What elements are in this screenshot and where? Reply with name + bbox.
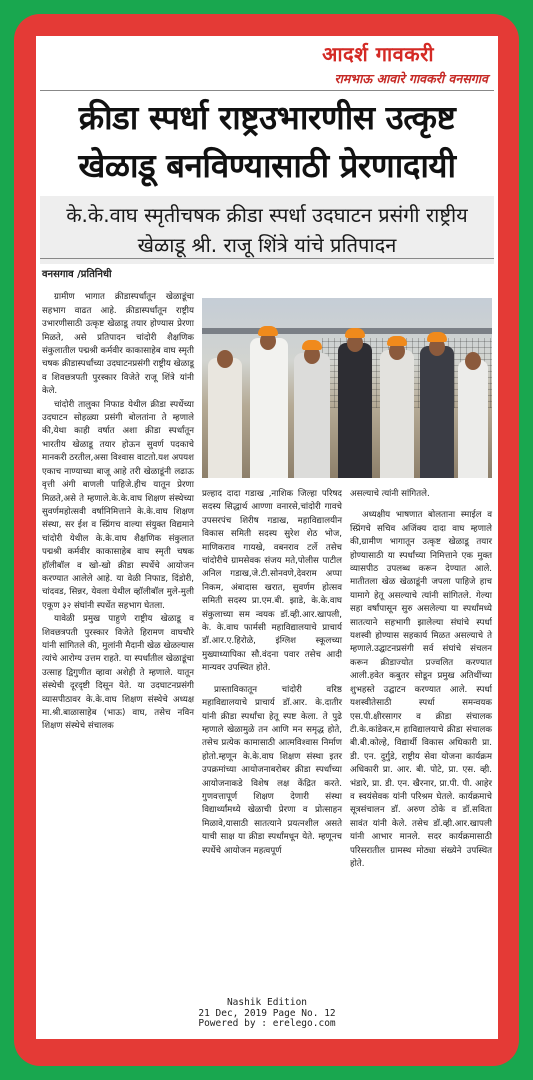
reporter-byline: रामभाऊ आवारे गावकरी वनसगाव bbox=[334, 71, 488, 86]
paragraph: असल्याचे त्यांनी सांगितले. bbox=[350, 489, 430, 499]
headline: क्रीडा स्पर्धा राष्ट्रउभारणीस उत्कृष्ट खेळाडू बनविण्यासाठी प्रेरणादायी bbox=[78, 98, 456, 185]
newspaper-clipping bbox=[36, 36, 498, 1039]
paragraph: चांदोरी तालुका निफाड येथील क्रीडा स्पर्धेच्या उदघाटन सोहळ्या प्रसंगी बोलतांना ते म्हणाले की,येथा काही वर्षात अशा क्रीडा स्पर्धांतून भारतीय खेळाडू तयार होऊन सुवर्ण पदकाचे मानकरी ठरतील,असा विश्वास वाटतो.यश अपयश एकाच नाण्याच्या बाजू आहे तरी खेळाडूंनी लढाऊ वृत्ती अंगी बाणली पाहिजे.हीच यातून प्रेरणा मिळते,असे ते म्हणाले.के.के.वाघ शिक्षण संस्थेच्या सुवर्णमहोत्सवी वर्षानिमित्ताने के.के.वाघ शिक्षण संस्था, सर ईश व स्प्रिंगच वाल्या संयुक्त विद्यमाने चांदोरी येथील के.के.वाघ शैक्षणिक संकुलात पद्मश्री कर्मवीर काकासाहेब वाघ स्मृती चषक हॉलीबॉल व खो-खो क्रीडा स्पर्धेचे आयोजन करण्यात आलेले आहे. या वेळी निफाड, दिंडोरी, चांदवड, सिन्नर, येवला येथील व्हॉलीबॉल मुले-मुली एकूण ३२ संघांनी स्पर्धेत सहभाग घेतला. bbox=[42, 399, 194, 611]
paragraph: ग्रामीण भागात क्रीडास्पर्धांतून खेळाडूंचा सहभाग वाढत आहे. क्रीडास्पर्धांतून राष्ट्रीय उभारणीसाठी उत्कृष्ट खेळाडू तयार होण्यास प्रेरणा मिळते, असे प्रतिपादन चांदोरी शैक्षणिक संकुलातील पद्मश्री कर्मवीर काकासाहेब वाघ स्मृती चषक क्रीडास्पर्धांच्या उदघाटनप्रसंगी राष्ट्रीय खेळाडू व शिवछत्रपती पुरस्कार विजेते राजू शिंत्रे यांनी केले. bbox=[42, 292, 194, 397]
dateline: वनसगाव /प्रतिनिधी bbox=[42, 269, 112, 280]
masthead-logo: आदर्श गावकरी bbox=[322, 42, 434, 66]
paragraph: प्रास्ताविकातून चांदोरी वरिष्ठ महाविद्यालयाचे प्राचार्य डॉ.आर. के.दातीर यांनी क्रीडा स्पर्धांचा हेतू स्पष्ट केला. ते पुढे म्हणाले खेळामुळे तन आणि मन समृद्ध होते, तसेच प्रत्येक कामासाठी आत्मविश्वास निर्माण होतो.म्हणून के.के.वाघ शिक्षण संस्था इतर उपक्रमांच्या आयोजनाबरोबर क्रीडा स्पर्धांच्या आयोजनाकडे विशेष लक्ष केंद्रित करते. गुणवत्तापूर्ण शिक्षण देणारी संस्था विद्यार्थ्यांमध्ये खेळाची प्रेरणा व प्रोत्साहन मिळावे,यासाठी सातत्याने प्रयत्नशील असते याची साक्ष या क्रीडा स्पर्धांमधून येते. म्हणूनच स्पर्धेचे आयोजन महत्वपूर्ण bbox=[202, 684, 342, 856]
article-column-3 bbox=[350, 488, 492, 993]
paragraph: प्रल्हाद दादा गडाख ,नाशिक जिल्हा परिषद सदस्य सिद्धार्थ आण्णा वनारसे,चांदोरी गावचे उपसरपंच शिरीष गडाख, महाविद्यालयीन विकास समिती सदस्य सुरेश शेठ भोज, माणिकराव गायखे, वबनराव टर्ले तसेच चांदोरीचे ग्रामसेवक संजय मते,पोलीस पाटील अनिल गडाख,जे.टी.सोनवणे,देवराम अप्पा निकम, अंबादास खरात, सुवर्णम होत्सव समिती सदस्य प्रा.एम.बी. झाडे, के.के.वाघ संकुलाच्या सम न्वयक डॉ.व्ही.आर.खापली, के. के.वाघ फार्मसी महाविद्यालयाचे प्राचार्य डॉ.आर.ए.हिरोळे, इंग्लिश स्कूलच्या मुख्याध्यापिका सौ.वंदना पवार तसेच आदी मान्यवर उपस्थित होते. bbox=[202, 489, 342, 674]
divider bbox=[40, 258, 494, 259]
edition-name: Nashik Edition bbox=[226, 997, 308, 1008]
edition-footer bbox=[36, 998, 498, 1030]
divider bbox=[40, 90, 494, 91]
powered-by: Powered by : erelego.com bbox=[198, 1018, 336, 1029]
article-column-1 bbox=[42, 268, 194, 988]
edition-date-page: 21 Dec, 2019 Page No. 12 bbox=[198, 1007, 336, 1019]
article-column-2 bbox=[202, 488, 342, 993]
paragraph: यावेळी प्रमुख पाहुणे राष्ट्रीय खेळाडू व शिवछत्रपती पुरस्कार विजेते हिरामण वाघचौरे यांनी सांगितले की, मुलांनी मैदानी खेळ खेळल्यास त्यांचे आरोग्य उत्तम राहते. या स्पर्धांतील खेळाडूंचा उत्साह द्विगुणीत व्हावा अशेही ते म्हणाले. यातून संस्थेची दूरदृष्टी दिसून येते. या उदघाटनप्रसंगी व्यासपीठावर के.के.वाघ शिक्षण संस्थेचे अध्यक्ष मा.श्री.बाळासाहेब (भाऊ) वाघ, तसेच नविन शिक्षण संस्थेचे संचालक bbox=[42, 614, 194, 732]
subheadline: के.के.वाघ स्मृतीचषक क्रीडा स्पर्धा उदघाटन प्रसंगी राष्ट्रीय खेळाडू श्री. राजू शिंत्रे यांचे प्रतिपादन bbox=[40, 196, 494, 264]
event-photo bbox=[202, 298, 492, 478]
paragraph: अध्यक्षीय भाषणात बोलताना स्माईल व स्प्रिंगचे सचिव अजिंक्य दादा वाघ म्हणाले की,ग्रामीण भागातून उत्कृष्ट खेळाडू तयार होण्यासाठी या स्पर्धांच्या निमित्ताने एक मुक्त व्यासपीठ उपलब्ध करून देण्यात आले. मातीतला खेळ खेळाडूंनी जपला पाहिजे हाच यामागे हेतू असल्याचे त्यांनी सांगितले. गेल्या सहा वर्षांपासून सुरु असलेल्या या स्पर्धांमध्ये सातत्याने सहभागी झालेल्या संघांचे स्पर्धा यशस्वी होण्यास सहकार्य मिळत असल्याचे ते म्हणाले.उद्घाटनप्रसंगी सर्व संघांचे संचलन करून क्रीडाज्योत प्रज्वलित करण्यात आली.हवेत कबुतर सोडून प्रमुख अतिथींच्या शुभहस्ते उद्घाटन करण्यात आले. स्पर्धा यशस्वीतेसाठी स्पर्धा समन्वयक एस.पी.क्षीरसागर व क्रीडा संचालक टी.के.कांडेकर,म हाविद्यालयाचे क्रीडा संचालक बी.बी.कोल्हे, विद्यार्थी विकास अधिकारी प्रा. डी. एन. दुर्गुडे, राष्ट्रीय सेवा योजना कार्यक्रम अधिकारी प्रा. आर. बी. पोटे, प्रा. एस. व्ही. भंडारे, प्रा. डी. एन. खैरनार, प्रा.पी. पी. आहेर व स्वयंसेवक यांनी परिश्रम घेतले. कार्यक्रमाचे सूत्रसंचालन डॉ. अरुण ठोके व डॉ.सविता सावंत यांनी केले. तसेच डॉ.व्ही.आर.खापली यांनी आभार मानले. सदर कार्यक्रमासाठी परिसरातील ग्रामस्थ मोठ्या संख्येने उपस्थित होते. bbox=[350, 510, 492, 869]
